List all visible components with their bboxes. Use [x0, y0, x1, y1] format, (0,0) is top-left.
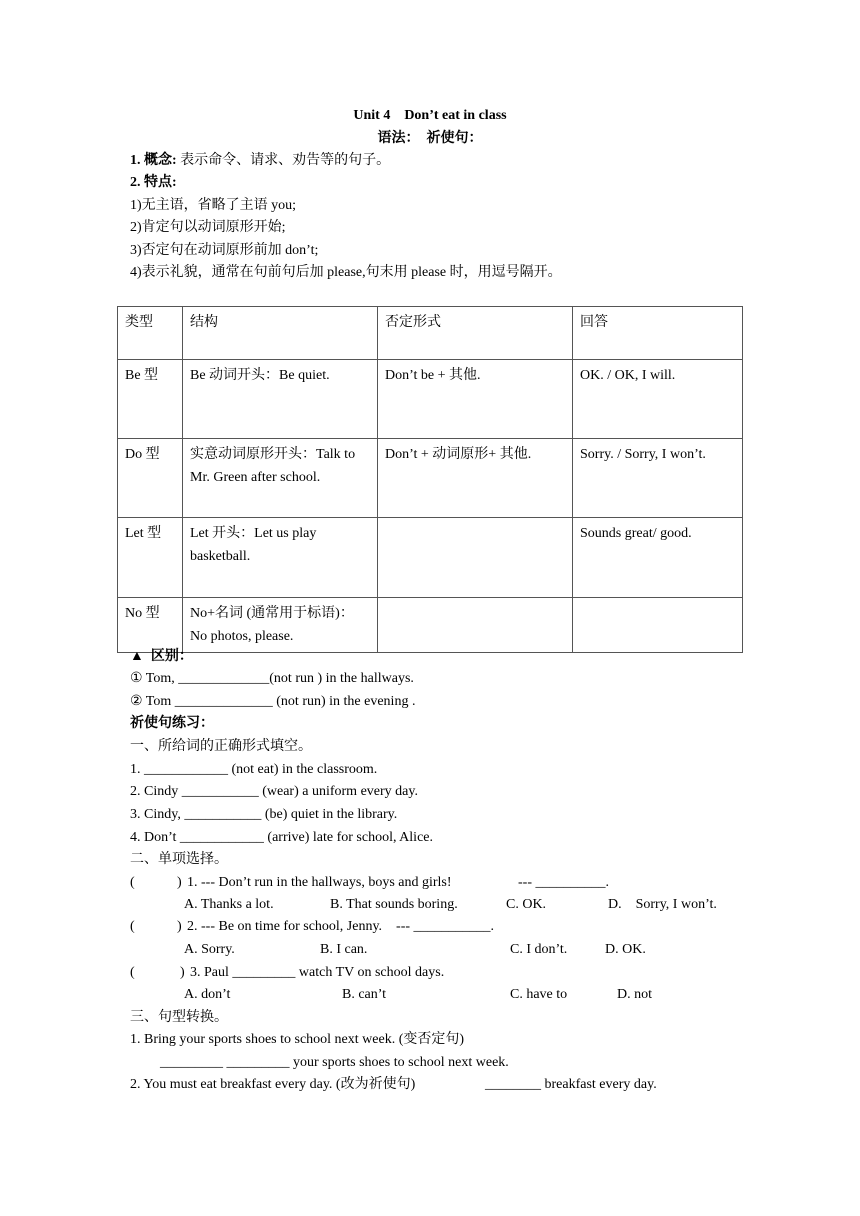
page-title: Unit 4 Don’t eat in class — [353, 108, 507, 123]
feature-item: 3)否定句在动词原形前加 don’t; — [130, 243, 319, 258]
concept-line — [130, 152, 390, 170]
table-cell: Sounds great/ good. — [573, 518, 743, 598]
section2-title: 二、单项选择。 — [130, 852, 228, 867]
table-cell: Let 型 — [118, 518, 183, 598]
table-cell: OK. / OK, I will. — [573, 360, 743, 439]
table-row — [118, 439, 743, 518]
transform-answer: _________ _________ your sports shoes to school next week. — [160, 1055, 509, 1070]
header-cell-type: 类型 — [118, 307, 183, 360]
question-stem: 3. Paul _________ watch TV on school days. — [190, 965, 445, 980]
question-stem: 2. --- Be on time for school, Jenny. --- ___________. — [187, 919, 495, 934]
transform-question: 1. Bring your sports shoes to school next week. (变否定句) — [130, 1032, 465, 1047]
option: C. I don’t. — [510, 942, 568, 957]
question-close-paren: ) — [180, 965, 185, 980]
option: C. OK. — [506, 897, 547, 912]
table-cell: Do 型 — [118, 439, 183, 518]
exercise-item: 1. ____________ (not eat) in the classroom. — [130, 762, 378, 777]
table-cell: Don’t + 动词原形+ 其他. — [378, 439, 573, 518]
question-close-paren: ) — [177, 875, 182, 890]
section1-title: 一、所给词的正确形式填空。 — [130, 739, 312, 754]
option: B. I can. — [320, 942, 368, 957]
table-cell: Let 开头：Let us play basketball. — [183, 518, 378, 598]
exercise-item: 3. Cindy, ___________ (be) quiet in the library. — [130, 807, 398, 822]
header-cell-answer: 回答 — [573, 307, 743, 360]
transform-answer: ________ breakfast every day. — [485, 1077, 657, 1092]
grammar-subtitle: 语法： 祈使句： — [377, 131, 483, 146]
question-open-paren: ( — [130, 919, 135, 934]
option: D. Sorry, I won’t. — [608, 897, 717, 912]
feature-item: 2)肯定句以动词原形开始; — [130, 220, 286, 235]
exercise-item: 2. Cindy ___________ (wear) a uniform every day. — [130, 784, 418, 799]
question-stem: 1. --- Don’t run in the hallways, boys and girls! — [187, 875, 452, 890]
question-open-paren: ( — [130, 875, 135, 890]
exercise-item: 4. Don’t ____________ (arrive) late for school, Alice. — [130, 830, 434, 845]
features-label: 2. 特点: — [130, 175, 177, 190]
header-cell-negative: 否定形式 — [378, 307, 573, 360]
concept-label: 1. 概念: — [130, 153, 177, 168]
feature-item: 4)表示礼貌，通常在句前句后加 please,句末用 please 时，用逗号隔开。 — [130, 265, 562, 280]
option: A. Sorry. — [184, 942, 235, 957]
header-cell-structure: 结构 — [183, 307, 378, 360]
table-cell — [378, 518, 573, 598]
difference-label: ▲ 区别： — [130, 649, 193, 664]
question-answer-blank: --- __________. — [518, 875, 609, 890]
option: C. have to — [510, 987, 568, 1002]
table-cell: Don’t be + 其他. — [378, 360, 573, 439]
table-cell: 实意动词原形开头：Talk to Mr. Green after school. — [183, 439, 378, 518]
section3-title: 三、句型转换。 — [130, 1010, 228, 1025]
difference-item: ① Tom, _____________(not run ) in the hallways. — [130, 671, 414, 686]
option: D. OK. — [605, 942, 646, 957]
option: B. That sounds boring. — [330, 897, 458, 912]
table-cell: Be 动词开头：Be quiet. — [183, 360, 378, 439]
table-cell — [378, 598, 573, 653]
concept-text: 表示命令、请求、劝告等的句子。 — [176, 153, 391, 168]
table-cell: No+名词 (通常用于标语)：No photos, please. — [183, 598, 378, 653]
option: B. can’t — [342, 987, 387, 1002]
option: A. don’t — [184, 987, 231, 1002]
option: D. not — [617, 987, 652, 1002]
table-cell: No 型 — [118, 598, 183, 653]
table-cell — [573, 598, 743, 653]
feature-item: 1)无主语，省略了主语 you; — [130, 198, 297, 213]
table-cell: Be 型 — [118, 360, 183, 439]
table-row — [118, 598, 743, 653]
difference-item: ② Tom ______________ (not run) in the evening . — [130, 694, 416, 709]
table-row — [118, 360, 743, 439]
transform-question: 2. You must eat breakfast every day. (改为祈使句) — [130, 1077, 416, 1092]
table-header-row — [118, 307, 743, 360]
table-row — [118, 518, 743, 598]
table-cell: Sorry. / Sorry, I won’t. — [573, 439, 743, 518]
imperative-types-table — [117, 306, 743, 653]
option: A. Thanks a lot. — [184, 897, 274, 912]
question-close-paren: ) — [177, 919, 182, 934]
question-open-paren: ( — [130, 965, 135, 980]
practice-title: 祈使句练习： — [130, 716, 214, 731]
